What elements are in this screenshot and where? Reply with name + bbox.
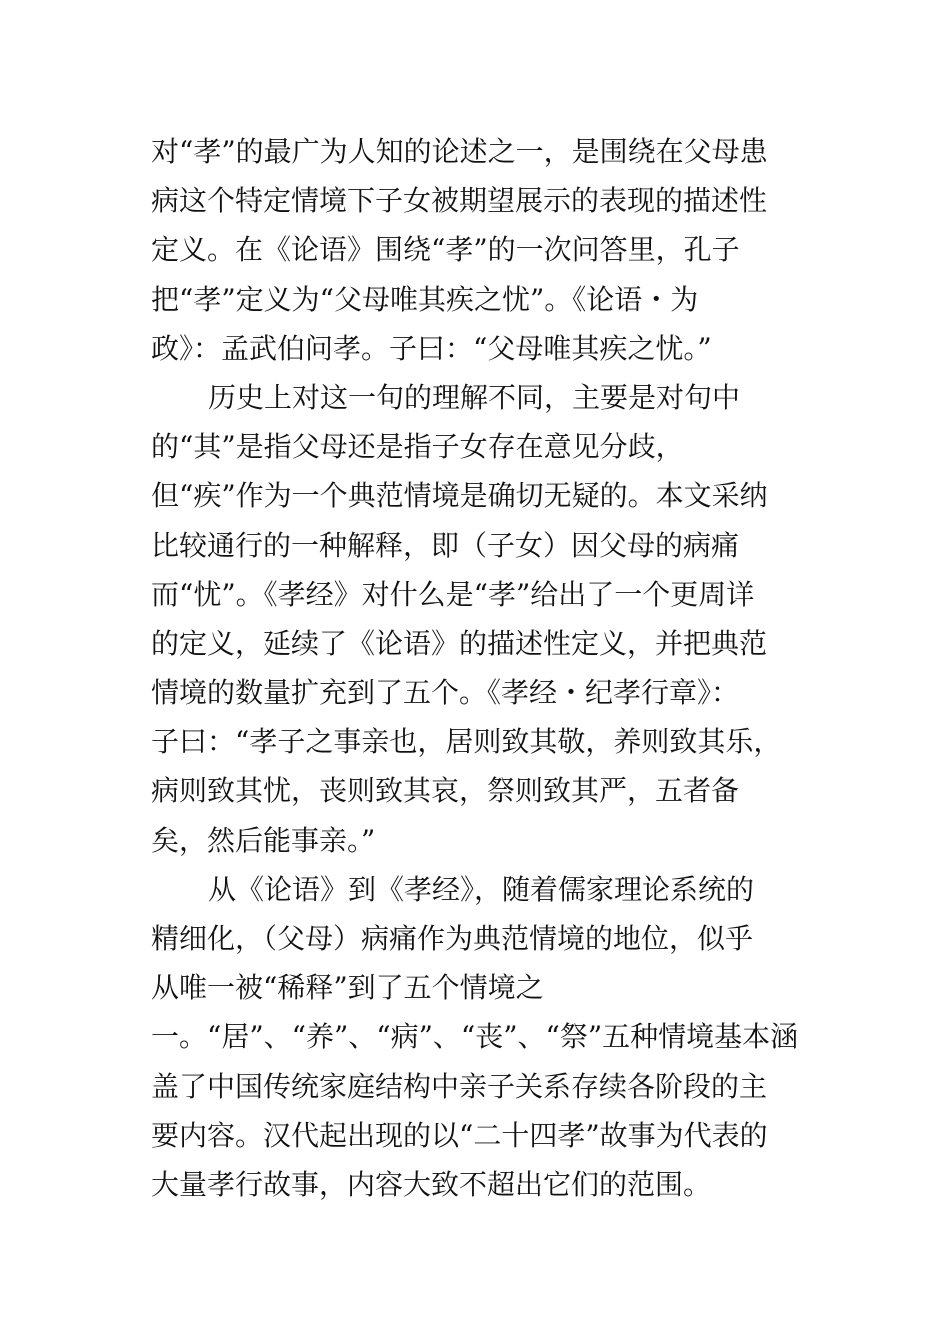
paragraph-first-line: 历史上对这一句的理解不同，主要是对句中 xyxy=(208,380,741,414)
text-line: 政》：孟武伯问孝。子曰：“父母唯其疾之忧。” xyxy=(151,331,712,365)
text-line: 的“其”是指父母还是指子女存在意见分歧， xyxy=(151,430,684,464)
text-line: 情境的数量扩充到了五个。《孝经・纪孝行章》： xyxy=(151,676,740,710)
text-line: 矣，然后能事亲。” xyxy=(151,823,376,857)
paragraph-first-line: 从《论语》到《孝经》，随着儒家理论系统的 xyxy=(208,872,755,906)
text-line: 一。“居”、“养”、“病”、“丧”、“祭”五种情境基本涵 xyxy=(151,1020,799,1054)
text-line: 比较通行的一种解释，即（子女）因父母的病痛 xyxy=(151,528,740,562)
text-line: 但“疾”作为一个典范情境是确切无疑的。本文采纳 xyxy=(151,479,768,513)
text-line: 定义。在《论语》围绕“孝”的一次问答里，孔子 xyxy=(151,233,740,267)
text-line: 病这个特定情境下子女被期望展示的表现的描述性 xyxy=(151,184,768,218)
text-line: 把“孝”定义为“父母唯其疾之忧”。《论语・为 xyxy=(151,282,699,316)
text-line: 大量孝行故事，内容大致不超出它们的范围。 xyxy=(151,1167,712,1201)
text-line: 精细化，（父母）病痛作为典范情境的地位，似乎 xyxy=(151,922,754,955)
text-line: 而“忧”。《孝经》对什么是“孝”给出了一个更周详 xyxy=(151,577,755,611)
text-line: 的定义，延续了《论语》的描述性定义，并把典范 xyxy=(151,626,768,660)
text-line: 要内容。汉代起出现的以“二十四孝”故事为代表的 xyxy=(151,1118,768,1152)
text-line: 从唯一被“稀释”到了五个情境之 xyxy=(151,971,544,1005)
text-line: 子曰：“孝子之事亲也，居则致其敬，养则致其乐， xyxy=(151,725,782,759)
text-line: 对“孝”的最广为人知的论述之一，是围绕在父母患 xyxy=(151,135,768,168)
text-line: 病则致其忧，丧则致其哀，祭则致其严，五者备 xyxy=(151,774,740,808)
body-text xyxy=(151,127,811,1209)
text-line: 盖了中国传统家庭结构中亲子关系存续各阶段的主 xyxy=(151,1069,768,1103)
